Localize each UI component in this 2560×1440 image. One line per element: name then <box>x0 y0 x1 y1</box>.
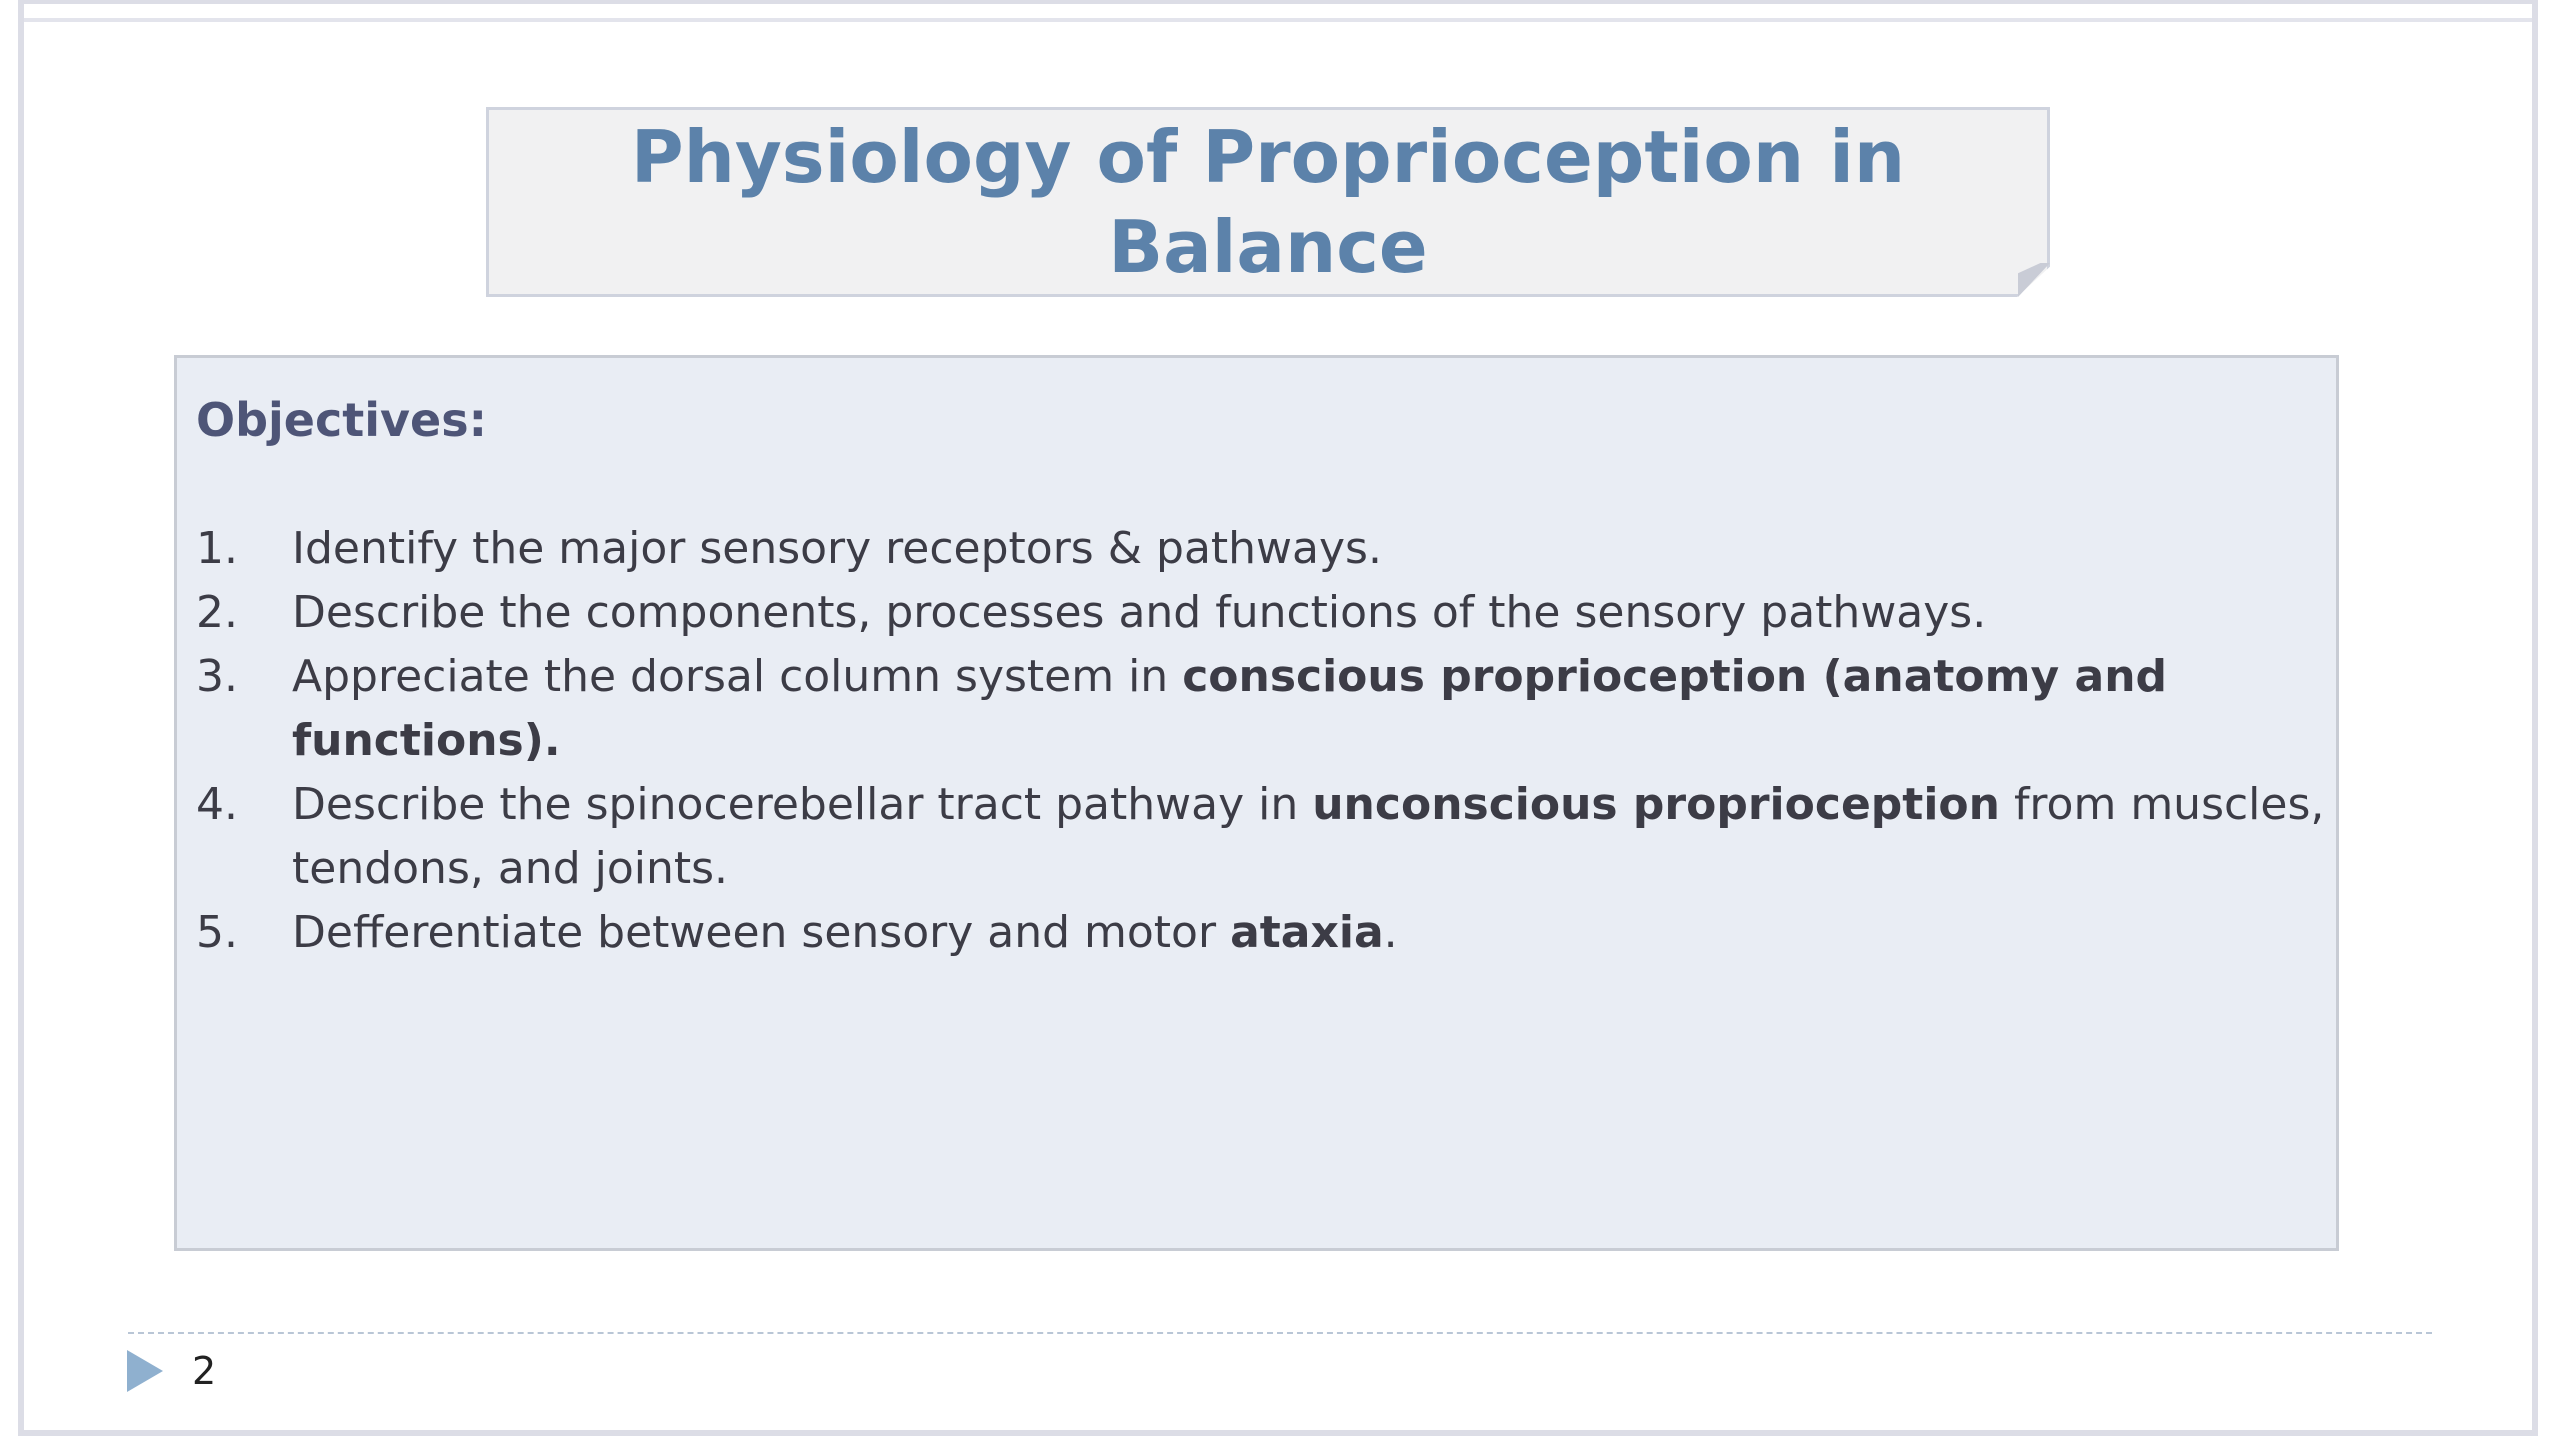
objective-bold-text: unconscious proprioception <box>1312 779 2000 830</box>
objective-bold-text: conscious proprioception (anatomy and functions). <box>292 651 2168 766</box>
footer-divider <box>128 1332 2432 1334</box>
objective-number: 1. <box>196 523 238 574</box>
objectives-heading: Objectives: <box>196 393 487 447</box>
objective-item <box>196 581 2326 645</box>
triangle-right-icon <box>127 1350 163 1392</box>
objective-text: Identify the major sensory receptors & pathways. <box>292 523 1382 574</box>
objective-number: 2. <box>196 587 238 638</box>
objective-text: Describe the components, processes and functions of the sensory pathways. <box>292 587 1987 638</box>
slide-title-line-1: Physiology of Proprioception in <box>630 115 1906 199</box>
objective-text: from muscles, tendons, and joints. <box>292 779 2325 894</box>
slide-title <box>486 112 2050 292</box>
page-number: 2 <box>192 1349 217 1393</box>
objective-item <box>196 773 2326 901</box>
objective-number: 4. <box>196 779 238 830</box>
objectives-list <box>196 517 2326 965</box>
objective-text: Appreciate the dorsal column system in <box>292 651 1183 702</box>
slide-title-line-2: Balance <box>1108 205 1428 289</box>
objective-item <box>196 517 2326 581</box>
objective-text: Defferentiate between sensory and motor <box>292 907 1231 958</box>
objective-text: . <box>1383 907 1398 958</box>
objective-item <box>196 901 2326 965</box>
objective-bold-text: ataxia <box>1230 907 1384 958</box>
objective-number: 5. <box>196 907 238 958</box>
objective-number: 3. <box>196 651 238 702</box>
slide-top-border <box>24 18 2532 22</box>
objective-text: Describe the spinocerebellar tract pathway in <box>292 779 1313 830</box>
objective-item <box>196 645 2326 773</box>
